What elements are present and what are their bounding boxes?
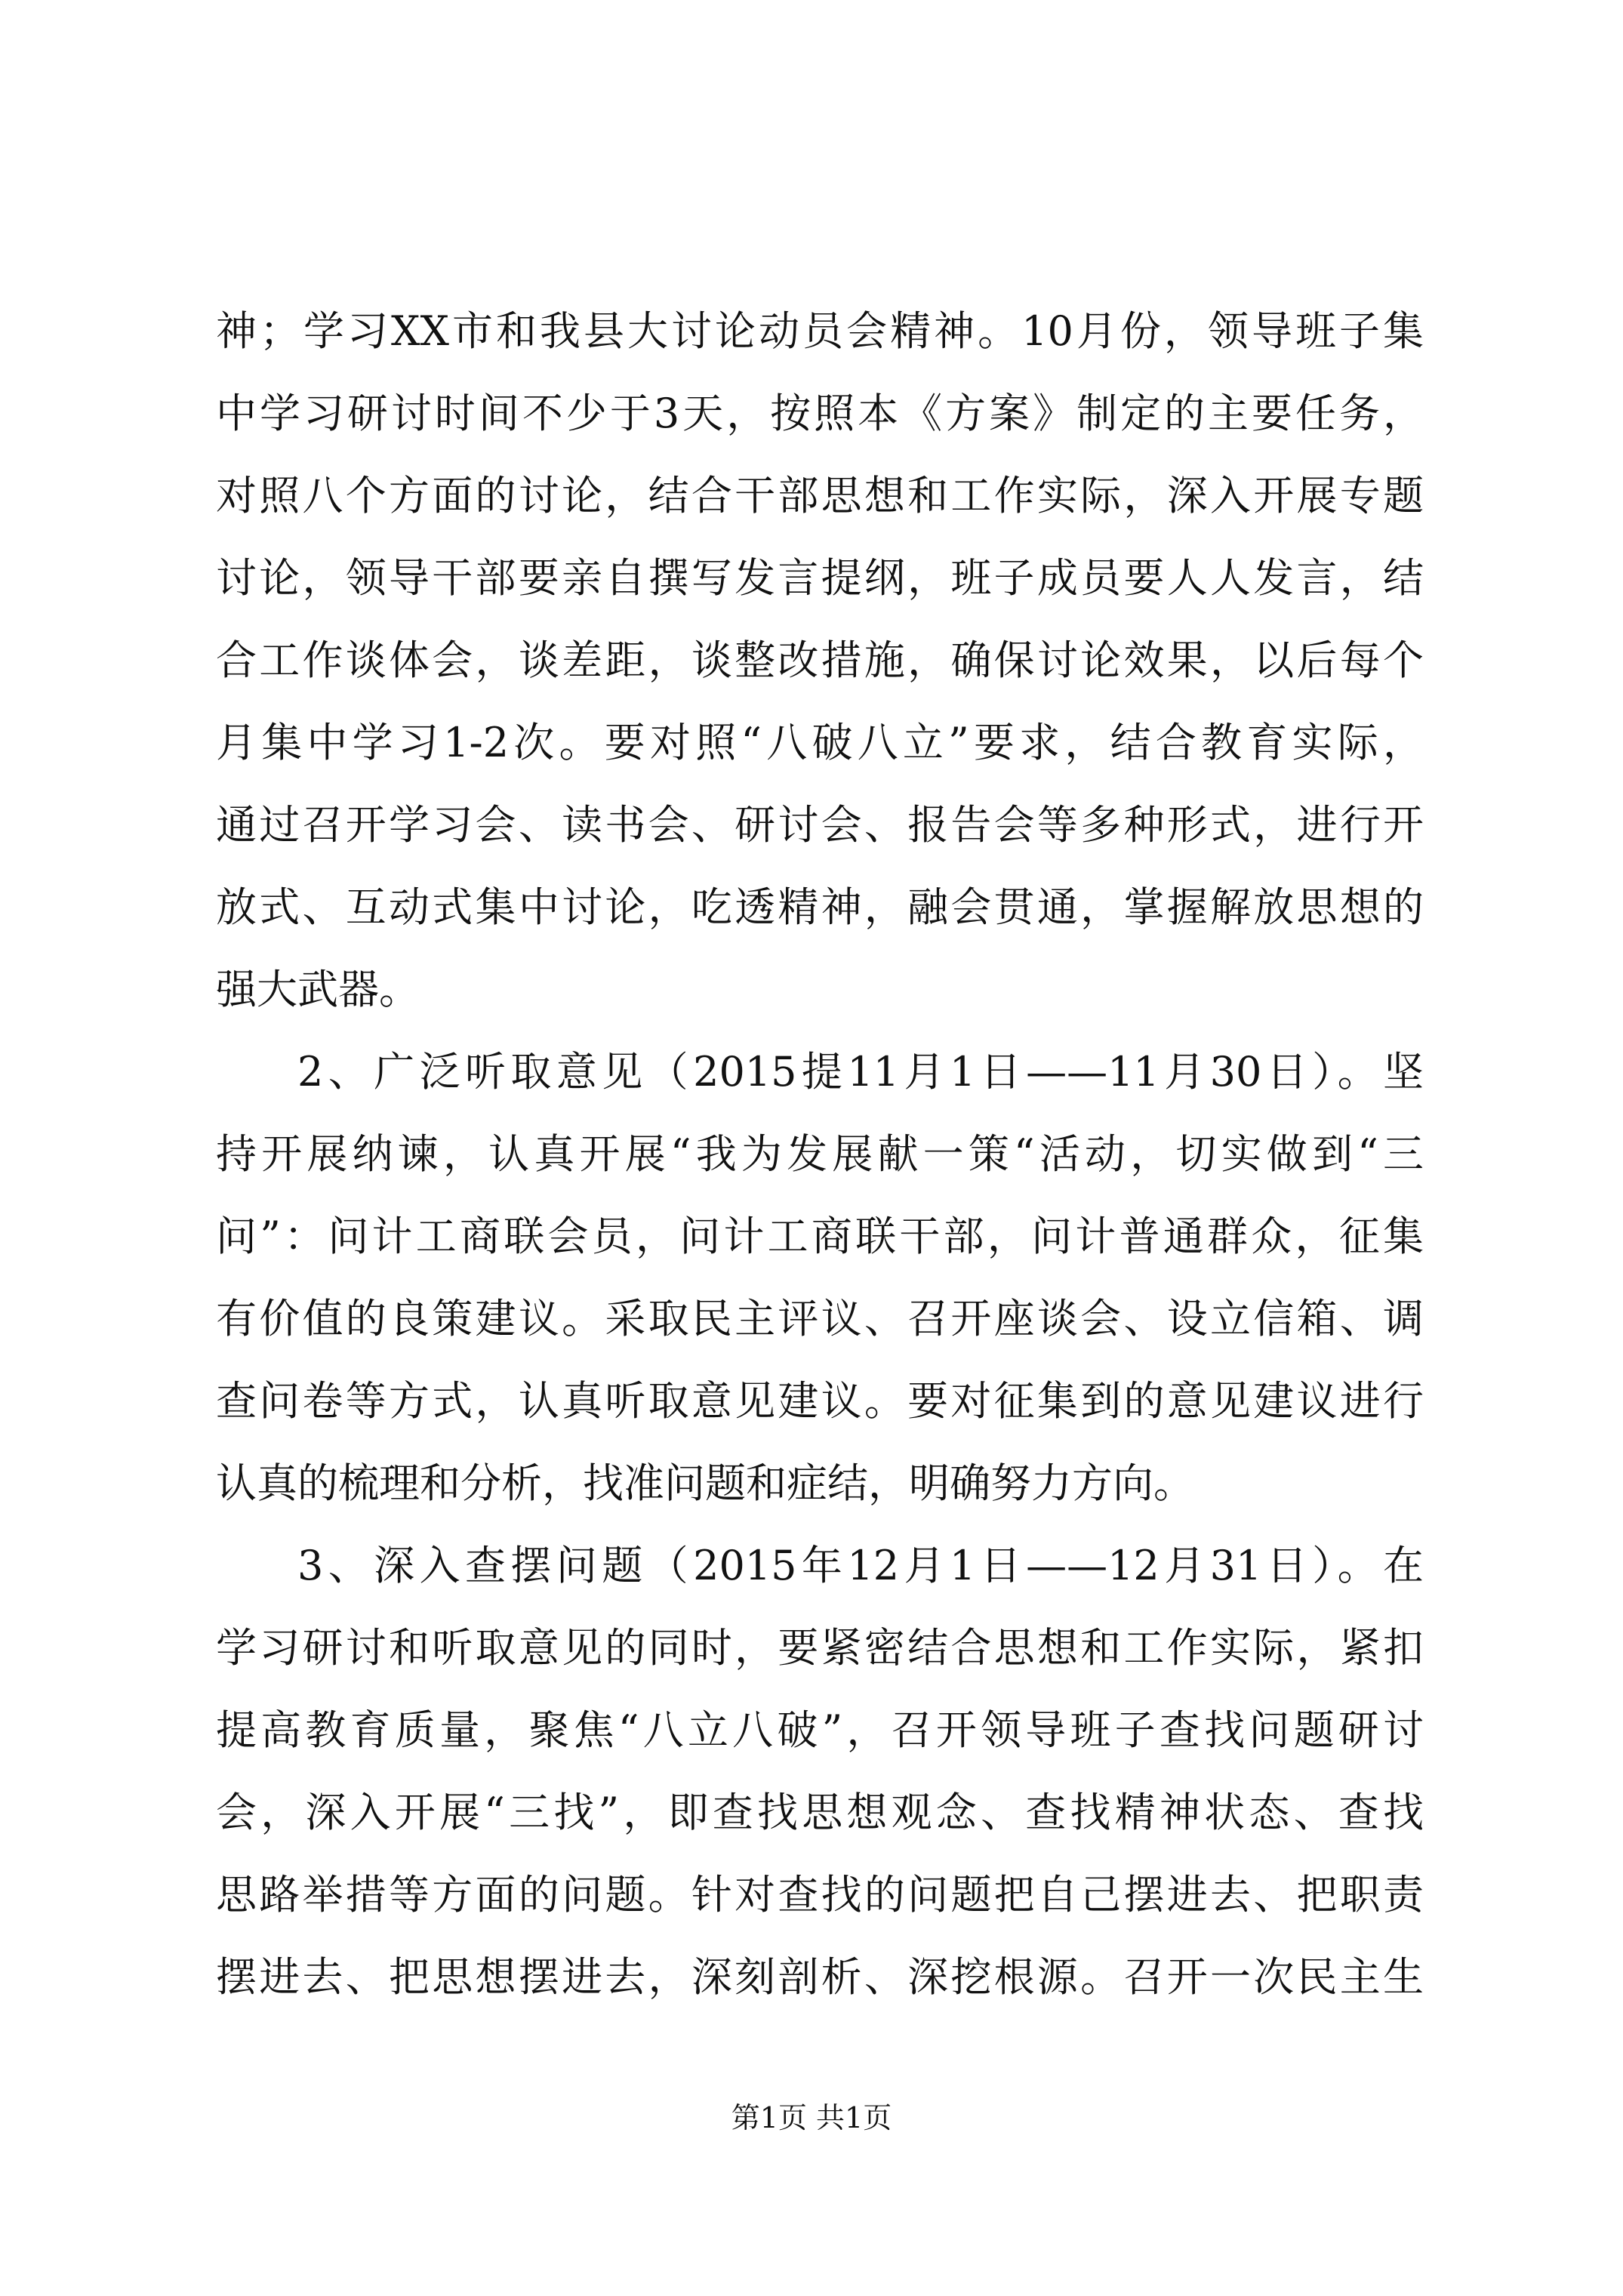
- body-text-line: 合工作谈体会，谈差距，谈整改措施，确保讨论效果，以后每个: [216, 636, 1424, 684]
- body-text-line: 神；学习XX市和我县大讨论动员会精神。10月份，领导班子集: [216, 307, 1424, 355]
- body-text-line: 月集中学习1-2次。要对照“八破八立”要求，结合教育实际，: [216, 719, 1424, 766]
- body-text-line: 3、深入查摆问题（2015年12月1日——12月31日）。在: [297, 1542, 1424, 1589]
- body-text-line: 思路举措等方面的问题。针对查找的问题把自己摆进去、把职责: [216, 1871, 1424, 1918]
- body-text-line: 强大武器。: [216, 966, 420, 1013]
- body-text-line: 2、广泛听取意见（2015提11月1日——11月30日）。坚: [297, 1048, 1424, 1096]
- body-text-line: 中学习研讨时间不少于3天，按照本《方案》制定的主要任务，: [216, 390, 1424, 437]
- body-text-line: 讨论，领导干部要亲自撰写发言提纲，班子成员要人人发言，结: [216, 554, 1424, 602]
- page-footer: 第1页 共1页: [731, 2101, 892, 2134]
- body-text-line: 查问卷等方式，认真听取意见建议。要对征集到的意见建议进行: [216, 1377, 1424, 1425]
- body-text-line: 会，深入开展“三找”，即查找思想观念、查找精神状态、查找: [216, 1789, 1424, 1836]
- body-text-line: 学习研讨和听取意见的同时，要紧密结合思想和工作实际，紧扣: [216, 1624, 1424, 1672]
- body-text-line: 有价值的良策建议。采取民主评议、召开座谈会、设立信箱、调: [216, 1295, 1424, 1342]
- body-text-line: 认真的梳理和分析，找准问题和症结，明确努力方向。: [216, 1459, 1194, 1507]
- body-text-line: 对照八个方面的讨论，结合干部思想和工作实际，深入开展专题: [216, 472, 1424, 519]
- body-text-line: 提高教育质量，聚焦“八立八破”，召开领导班子查找问题研讨: [216, 1706, 1424, 1754]
- body-text-line: 摆进去、把思想摆进去，深刻剖析、深挖根源。召开一次民主生: [216, 1953, 1424, 2001]
- body-text-line: 通过召开学习会、读书会、研讨会、报告会等多种形式，进行开: [216, 801, 1424, 849]
- body-text-line: 放式、互动式集中讨论，吃透精神，融会贯通，掌握解放思想的: [216, 883, 1424, 931]
- body-text-line: 问”：问计工商联会员，问计工商联干部，问计普通群众，征集: [216, 1213, 1424, 1260]
- body-text-line: 持开展纳谏，认真开展“我为发展献一策“活动，切实做到“三: [216, 1130, 1424, 1178]
